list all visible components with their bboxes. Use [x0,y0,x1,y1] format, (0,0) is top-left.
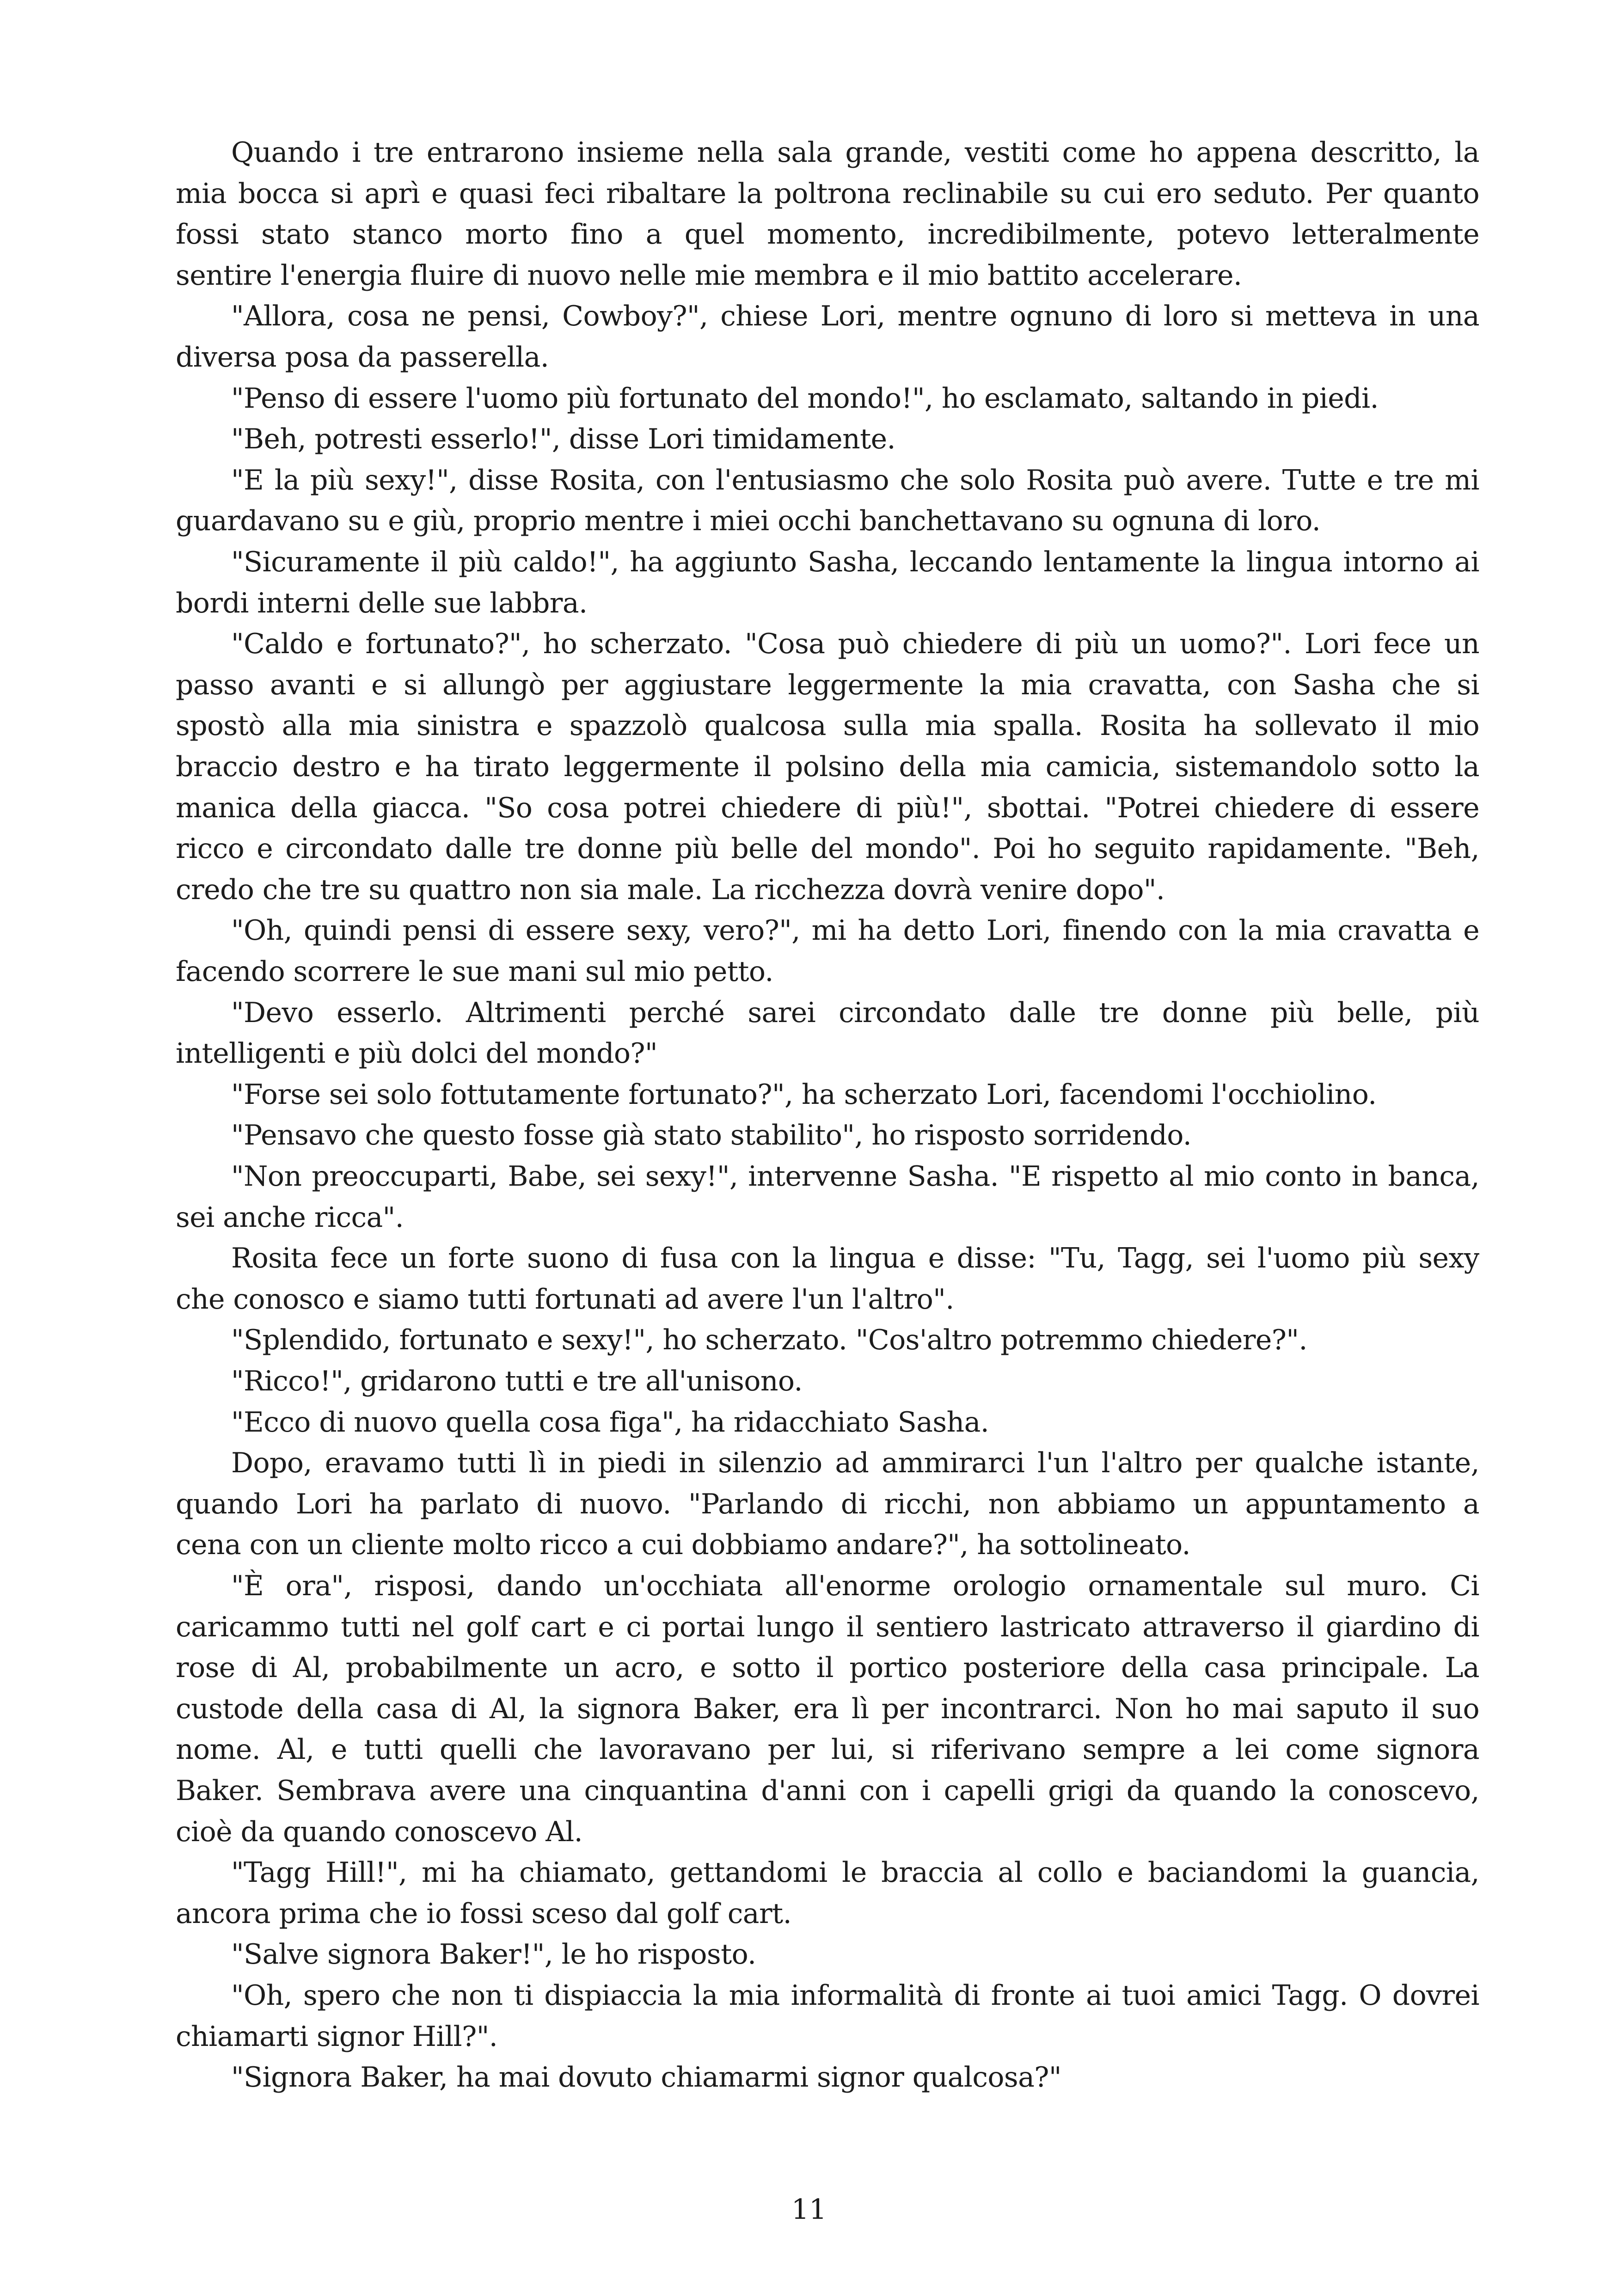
text-line: credo che tre su quattro non sia male. La ricchezza dovrà venire dopo". [176,874,1165,906]
text-line: quando Lori ha parlato di nuovo. "Parlando di ricchi, non abbiamo un appuntamento a [176,1488,1479,1520]
text-line: "Caldo e fortunato?", ho scherzato. "Cosa può chiedere di più un uomo?". Lori fece un [231,628,1479,660]
text-line: "E la più sexy!", disse Rosita, con l'entusiasmo che solo Rosita può avere. Tutte e tre mi [231,464,1479,496]
text-line: "Beh, potresti esserlo!", disse Lori timidamente. [231,423,895,455]
text-line: passo avanti e si allungò per aggiustare leggermente la mia cravatta, con Sasha che si [176,669,1479,701]
text-line: nome. Al, e tutti quelli che lavoravano per lui, si riferivano sempre a lei come signora [176,1733,1479,1766]
text-line: braccio destro e ha tirato leggermente il polsino della mia camicia, sistemandolo sotto la [176,751,1479,783]
text-line: chiamarti signor Hill?". [176,2020,498,2053]
text-line: ancora prima che io fossi sceso dal golf cart. [176,1898,792,1930]
text-line: "Oh, quindi pensi di essere sexy, vero?", mi ha detto Lori, finendo con la mia cravatta e [231,914,1479,947]
text-line: "Signora Baker, ha mai dovuto chiamarmi signor qualcosa?" [231,2061,1061,2094]
text-line: "Ricco!", gridarono tutti e tre all'unisono. [231,1365,803,1397]
text-line: diversa posa da passerella. [176,341,549,373]
text-line: intelligenti e più dolci del mondo?" [176,1037,657,1070]
text-line: facendo scorrere le sue mani sul mio petto. [176,955,773,988]
text-line: spostò alla mia sinistra e spazzolò qualcosa sulla mia spalla. Rosita ha sollevato il mio [176,710,1479,742]
text-line: cioè da quando conoscevo Al. [176,1816,583,1848]
text-line: "Splendido, fortunato e sexy!", ho scherzato. "Cos'altro potremmo chiedere?". [231,1324,1307,1356]
text-line: Baker. Sembrava avere una cinquantina d'anni con i capelli grigi da quando la conoscevo, [176,1775,1479,1807]
page-number: 11 [791,2193,827,2226]
text-line: Rosita fece un forte suono di fusa con la lingua e disse: "Tu, Tagg, sei l'uomo più sexy [231,1242,1479,1274]
text-line: fossi stato stanco morto fino a quel momento, incredibilmente, potevo letteralmente [176,218,1479,251]
text-line: "Sicuramente il più caldo!", ha aggiunto Sasha, leccando lentamente la lingua intorno ai [231,546,1479,578]
text-line: Dopo, eravamo tutti lì in piedi in silenzio ad ammirarci l'un l'altro per qualche istante, [231,1447,1479,1479]
text-line: "Oh, spero che non ti dispiaccia la mia informalità di fronte ai tuoi amici Tagg. O dovrei [231,1979,1479,2012]
text-line: "Tagg Hill!", mi ha chiamato, gettandomi le braccia al collo e baciandomi la guancia, [231,1856,1479,1889]
text-line: che conosco e siamo tutti fortunati ad avere l'un l'altro". [176,1283,954,1316]
text-line: "Salve signora Baker!", le ho risposto. [231,1938,756,1971]
text-line: Quando i tre entrarono insieme nella sala grande, vestiti come ho appena descritto, la [231,136,1479,169]
text-line: sentire l'energia fluire di nuovo nelle mie membra e il mio battito accelerare. [176,259,1242,292]
text-line: custode della casa di Al, la signora Baker, era lì per incontrarci. Non ho mai saputo il suo [176,1693,1479,1725]
text-line: mia bocca si aprì e quasi feci ribaltare la poltrona reclinabile su cui ero seduto. Per quanto [176,178,1479,210]
text-line: sei anche ricca". [176,1201,404,1234]
text-line: manica della giacca. "So cosa potrei chiedere di più!", sbottai. "Potrei chiedere di essere [176,792,1479,824]
text-line: "Allora, cosa ne pensi, Cowboy?", chiese Lori, mentre ognuno di loro si metteva in una [231,300,1479,332]
text-line: guardavano su e giù, proprio mentre i miei occhi banchettavano su ognuna di loro. [176,505,1321,537]
text-line: caricammo tutti nel golf cart e ci portai lungo il sentiero lastricato attraverso il giardino di [176,1611,1479,1643]
text-line: rose di Al, probabilmente un acro, e sotto il portico posteriore della casa principale. La [176,1652,1479,1684]
text-line: "Penso di essere l'uomo più fortunato del mondo!", ho esclamato, saltando in piedi. [231,382,1379,415]
text-line: "Forse sei solo fottutamente fortunato?", ha scherzato Lori, facendomi l'occhiolino. [231,1078,1377,1111]
body-text [176,0,1479,2296]
text-line: "Pensavo che questo fosse già stato stabilito", ho risposto sorridendo. [231,1119,1192,1151]
text-line: ricco e circondato dalle tre donne più belle del mondo". Poi ho seguito rapidamente. "Beh, [176,833,1479,865]
text-line: "Ecco di nuovo quella cosa figa", ha ridacchiato Sasha. [231,1406,989,1439]
text-line: "Non preoccuparti, Babe, sei sexy!", intervenne Sasha. "E rispetto al mio conto in banca, [231,1160,1479,1193]
text-line: cena con un cliente molto ricco a cui dobbiamo andare?", ha sottolineato. [176,1529,1190,1561]
text-line: "Devo esserlo. Altrimenti perché sarei circondato dalle tre donne più belle, più [231,997,1479,1029]
text-line: bordi interni delle sue labbra. [176,587,588,619]
text-line: "È ora", risposi, dando un'occhiata all'enorme orologio ornamentale sul muro. Ci [231,1570,1479,1602]
